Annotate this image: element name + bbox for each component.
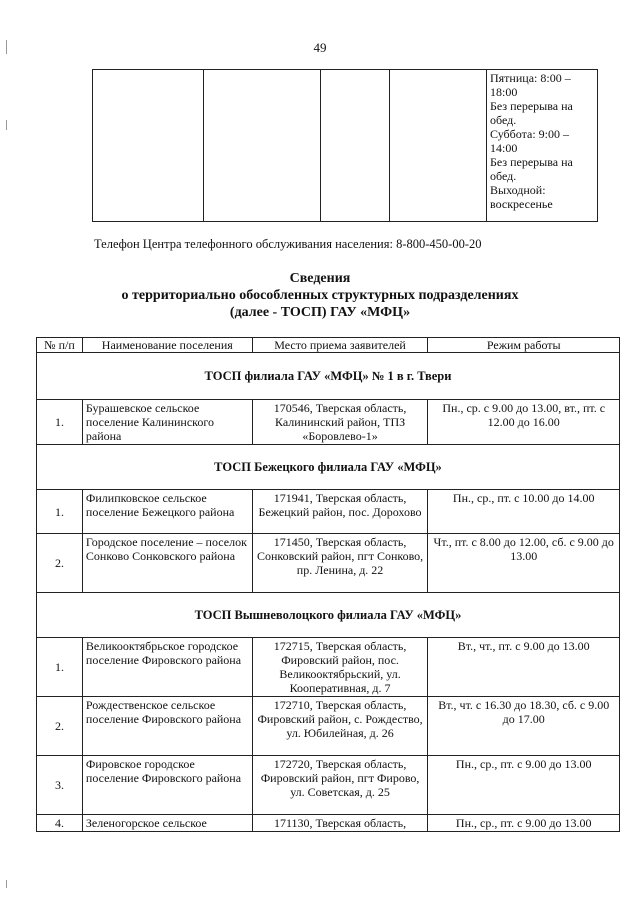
table-row [37, 815, 620, 832]
schedule: Пн., ср., пт. с 9.00 до 13.00 [428, 756, 620, 815]
scan-mark [6, 120, 7, 130]
settlement-name: Зеленогорское сельское [82, 815, 252, 832]
page-number: 49 [313, 40, 327, 55]
empty-cell [204, 70, 321, 222]
settlement-name: Фировское городское поселение Фировского района [82, 756, 252, 815]
scan-mark [6, 40, 7, 54]
empty-cell [93, 70, 204, 222]
header-row [37, 338, 620, 353]
heading-line: (далее - ТОСП) ГАУ «МФЦ» [229, 305, 411, 320]
section-row [37, 445, 620, 490]
heading-line: Сведения [289, 271, 351, 286]
table-row [37, 490, 620, 534]
table-row [37, 638, 620, 697]
table-row [93, 70, 598, 222]
row-number: 2. [37, 534, 83, 593]
reception-address: 171130, Тверская область, [252, 815, 428, 832]
section-title: ТОСП Бежецкого филиала ГАУ «МФЦ» [37, 445, 620, 490]
settlement-name: Рождественское сельское поселение Фировского района [82, 697, 252, 756]
tosp-table [36, 337, 620, 832]
table-row [37, 400, 620, 445]
phone-line: Телефон Центра телефонного обслуживания населения: 8-800-450-00-20 [94, 237, 482, 251]
heading-line: о территориально обособленных структурных подразделениях [121, 288, 519, 303]
table-row [37, 756, 620, 815]
row-number: 1. [37, 638, 83, 697]
section-title: ТОСП Вышневолоцкого филиала ГАУ «МФЦ» [37, 593, 620, 638]
settlement-name: Городское поселение – поселок Сонково Сонковского района [82, 534, 252, 593]
schedule: Чт., пт. с 8.00 до 12.00, сб. с 9.00 до 13.00 [428, 534, 620, 593]
reception-address: 172710, Тверская область, Фировский район, с. Рождество, ул. Юбилейная, д. 26 [252, 697, 428, 756]
continued-table [92, 69, 598, 222]
row-number: 2. [37, 697, 83, 756]
row-number: 1. [37, 400, 83, 445]
schedule: Вт., чт. с 16.30 до 18.30, сб. с 9.00 до 17.00 [428, 697, 620, 756]
schedule: Пн., ср., пт. с 9.00 до 13.00 [428, 815, 620, 832]
section-heading [0, 270, 640, 321]
row-number: 4. [37, 815, 83, 832]
schedule: Вт., чт., пт. с 9.00 до 13.00 [428, 638, 620, 697]
schedule: Пн., ср., пт. с 10.00 до 14.00 [428, 490, 620, 534]
column-header: Режим работы [428, 338, 620, 353]
settlement-name: Великооктябрьское городское поселение Фировского района [82, 638, 252, 697]
section-title: ТОСП филиала ГАУ «МФЦ» № 1 в г. Твери [37, 353, 620, 400]
settlement-name: Бурашевское сельское поселение Калининского района [82, 400, 252, 445]
empty-cell [390, 70, 487, 222]
scan-mark [6, 880, 7, 888]
column-header: Наименование поселения [82, 338, 252, 353]
section-row [37, 353, 620, 400]
column-header: № п/п [37, 338, 83, 353]
schedule: Пн., ср. с 9.00 до 13.00, вт., пт. с 12.00 до 16.00 [428, 400, 620, 445]
empty-cell [321, 70, 390, 222]
table-row [37, 697, 620, 756]
row-number: 1. [37, 490, 83, 534]
section-row [37, 593, 620, 638]
table-row [37, 534, 620, 593]
column-header: Место приема заявителей [252, 338, 428, 353]
reception-address: 172715, Тверская область, Фировский район, пос. Великооктябрьский, ул. Кооперативная, д. 7 [252, 638, 428, 697]
settlement-name: Филипковское сельское поселение Бежецкого района [82, 490, 252, 534]
reception-address: 170546, Тверская область, Калининский район, ТПЗ «Боровлево-1» [252, 400, 428, 445]
reception-address: 171450, Тверская область, Сонковский район, пгт Сонково, пр. Ленина, д. 22 [252, 534, 428, 593]
row-number: 3. [37, 756, 83, 815]
reception-address: 172720, Тверская область, Фировский район, пгт Фирово, ул. Советская, д. 25 [252, 756, 428, 815]
reception-address: 171941, Тверская область, Бежецкий район, пос. Дорохово [252, 490, 428, 534]
working-hours-cell: Пятница: 8:00 – 18:00 Без перерыва на обед. Суббота: 9:00 – 14:00 Без перерыва на обед. Выходной: воскресенье [487, 70, 598, 222]
